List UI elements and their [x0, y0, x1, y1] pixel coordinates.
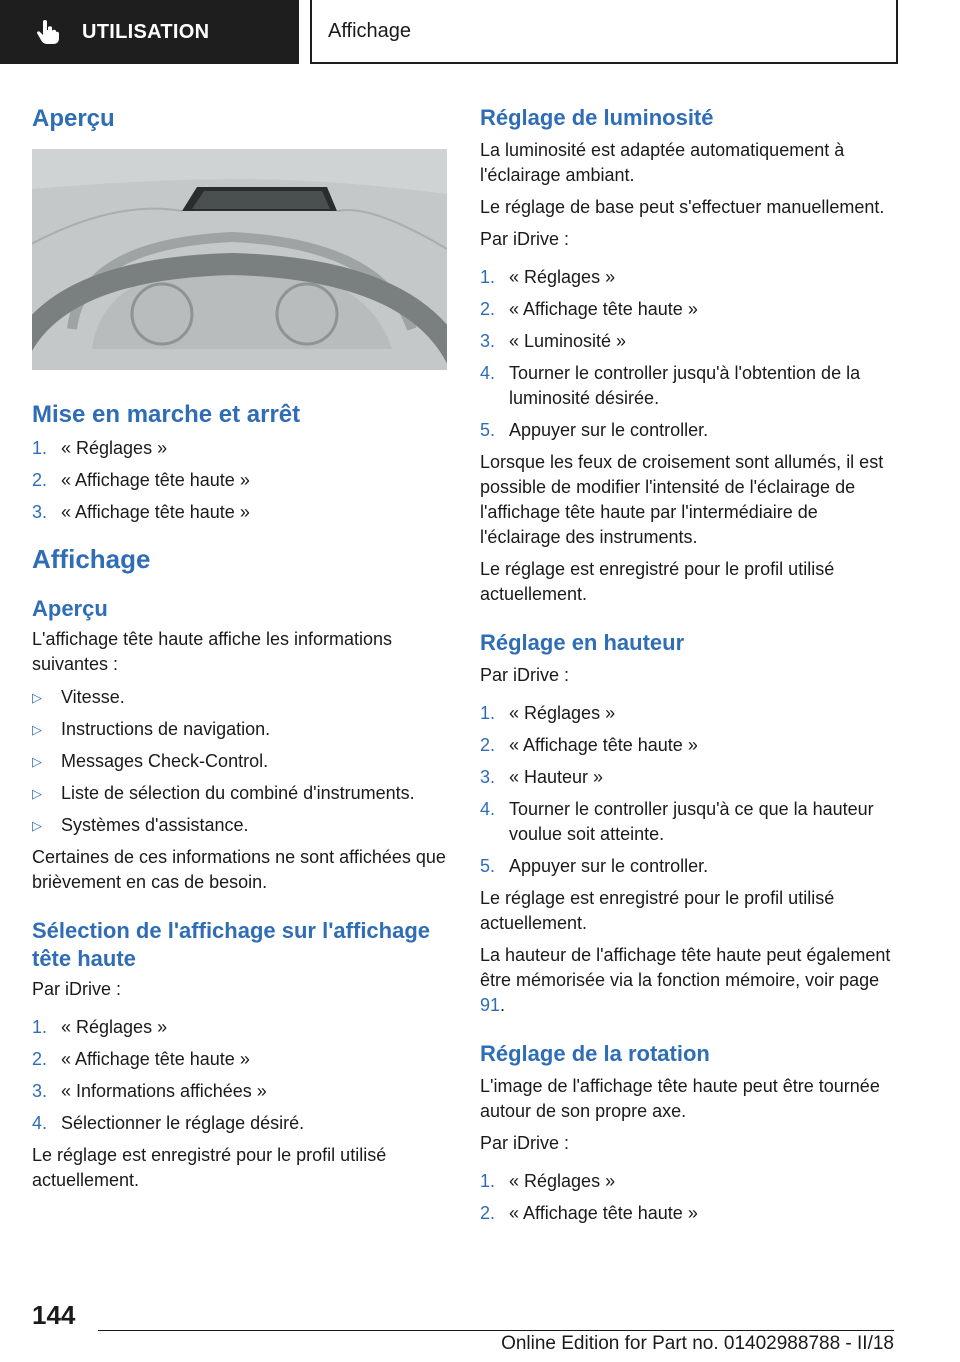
list-item: 5. Appuyer sur le controller.	[480, 420, 709, 440]
heading-mise-en-marche: Mise en marche et arrêt	[32, 401, 301, 428]
page-number: 144	[32, 1300, 76, 1330]
triangle-bullet-icon: ▷	[32, 786, 42, 801]
info-note: Certaines de ces informations ne sont affichées que brièvement en cas de besoin.	[32, 847, 446, 892]
list-item: ▷ Systèmes d'assistance.	[32, 813, 448, 838]
list-item: 2. « Affichage tête haute »	[480, 735, 698, 755]
edition-text: Online Edition for Part no. 01402988788 - II/18	[501, 1333, 894, 1354]
selection-note: Le réglage est enregistré pour le profil utilisé actuellement.	[32, 1145, 387, 1190]
section-tab	[0, 0, 299, 64]
lum-paragraph-1: La luminosité est adaptée automatiquement à l'éclairage ambiant.	[480, 140, 845, 185]
hauteur-paragraph-1: Le réglage est enregistré pour le profil utilisé actuellement.	[480, 888, 835, 933]
page-header	[0, 0, 960, 66]
right-column	[480, 100, 896, 1233]
list-item: ▷ Instructions de navigation.	[32, 717, 448, 742]
rotation-paragraph: L'image de l'affichage tête haute peut être tournée autour de son propre axe.	[480, 1076, 880, 1121]
triangle-bullet-icon: ▷	[32, 690, 42, 705]
left-column	[32, 100, 448, 1193]
list-item: 1. « Réglages »	[32, 1017, 168, 1037]
list-item: 5. Appuyer sur le controller.	[480, 856, 709, 876]
list-item: 2. « Affichage tête haute »	[32, 470, 250, 490]
list-item: 3. « Informations affichées »	[32, 1081, 267, 1101]
footer-divider	[98, 1330, 894, 1331]
heading-apercu-sub: Aperçu	[32, 596, 108, 621]
heading-apercu: Aperçu	[32, 105, 115, 132]
triangle-bullet-icon: ▷	[32, 722, 42, 737]
list-item: 3. « Hauteur »	[480, 767, 604, 787]
list-item: 4. Tourner le controller jusqu'à l'obtention de la luminosité désirée.	[480, 363, 861, 408]
lum-steps-list	[480, 265, 896, 443]
section-label: UTILISATION	[82, 20, 210, 43]
heading-rotation: Réglage de la rotation	[480, 1041, 710, 1066]
page-link[interactable]: 91	[480, 995, 501, 1015]
par-idrive: Par iDrive :	[32, 979, 122, 999]
list-item: ▷ Messages Check-Control.	[32, 749, 448, 774]
list-item: 1. « Réglages »	[480, 267, 616, 287]
lum-paragraph-3: Lorsque les feux de croisement sont allumés, il est possible de modifier l'intensité de l'éclairage de l'affichage tête haute par l'intermédiaire de l'éclairage des instruments.	[480, 452, 884, 547]
list-item: 3. « Affichage tête haute »	[32, 502, 250, 522]
list-item: 4. Tourner le controller jusqu'à ce que la hauteur voulue soit atteinte.	[480, 799, 874, 844]
par-idrive: Par iDrive :	[480, 665, 570, 685]
heading-luminosite: Réglage de luminosité	[480, 105, 714, 130]
lum-paragraph-2: Le réglage de base peut s'effectuer manuellement.	[480, 197, 885, 217]
heading-affichage: Affichage	[32, 544, 151, 574]
list-item: ▷ Vitesse.	[32, 685, 448, 710]
triangle-bullet-icon: ▷	[32, 818, 42, 833]
list-item: 1. « Réglages »	[32, 438, 168, 458]
dashboard-illustration	[32, 149, 447, 370]
par-idrive: Par iDrive :	[480, 229, 570, 249]
mise-steps-list	[32, 436, 448, 525]
lum-paragraph-4: Le réglage est enregistré pour le profil utilisé actuellement.	[480, 559, 835, 604]
list-item: 3. « Luminosité »	[480, 331, 627, 351]
hauteur-steps-list	[480, 701, 896, 879]
heading-selection: Sélection de l'affichage sur l'affichage tête haute	[32, 918, 431, 971]
hauteur-paragraph-2: La hauteur de l'affichage tête haute peut également être mémorisée via la fonction mémoire, voir page 91.	[480, 945, 891, 1015]
hand-pointer-icon	[34, 18, 62, 46]
list-item: ▷ Liste de sélection du combiné d'instruments.	[32, 781, 448, 806]
topic-label: Affichage	[328, 19, 412, 42]
list-item: 1. « Réglages »	[480, 1171, 616, 1191]
list-item: 2. « Affichage tête haute »	[480, 299, 698, 319]
apercu-paragraph: L'affichage tête haute affiche les informations suivantes :	[32, 629, 393, 674]
selection-steps-list	[32, 1015, 448, 1136]
heading-hauteur: Réglage en hauteur	[480, 630, 685, 655]
triangle-bullet-icon: ▷	[32, 754, 42, 769]
par-idrive: Par iDrive :	[480, 1133, 570, 1153]
topic-tab	[310, 0, 898, 64]
list-item: 2. « Affichage tête haute »	[32, 1049, 250, 1069]
list-item: 4. Sélectionner le réglage désiré.	[32, 1113, 305, 1133]
info-list	[32, 685, 448, 838]
list-item: 1. « Réglages »	[480, 703, 616, 723]
rotation-steps-list	[480, 1169, 896, 1226]
list-item: 2. « Affichage tête haute »	[480, 1203, 698, 1223]
